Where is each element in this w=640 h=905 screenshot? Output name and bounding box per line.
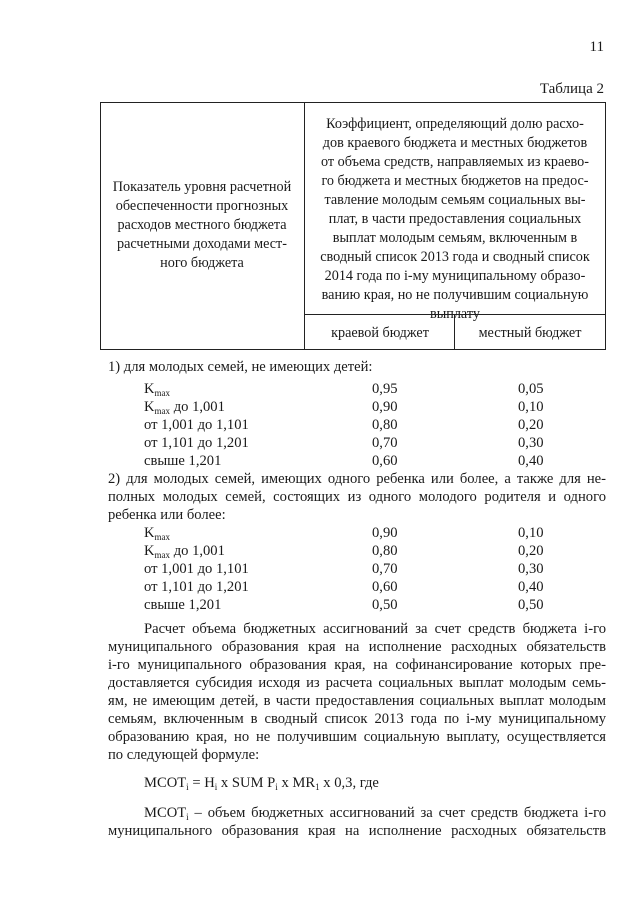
- regional-value: 0,70: [372, 435, 398, 451]
- regional-value: 0,70: [372, 561, 398, 577]
- paragraph-line: доставляется субсидия исходя из расчета социальных выплат молодым семь-: [108, 675, 606, 691]
- section2-heading-line: полных молодых семей, состоящих из одного молодого родителя и одного: [108, 489, 606, 505]
- paragraph-line: семьям, включенным в сводный список 2013 года по i-му муниципальному: [108, 711, 606, 727]
- header-table: [100, 102, 606, 350]
- table-row: [0, 452, 640, 470]
- local-value: 0,10: [518, 399, 544, 415]
- header-right-line: дов краевого бюджета и местных бюджетов: [322, 135, 588, 151]
- header-left-line: Показатель уровня расчетной: [112, 179, 292, 195]
- row-label: $K_{max}$ до 1,001: [144, 543, 225, 560]
- header-right-line: ванию края, но не получившим социальную: [321, 287, 589, 303]
- header-left-line: расчетными доходами мест-: [117, 236, 287, 252]
- table-row: [0, 416, 640, 434]
- header-left-line: обеспеченности прогнозных: [115, 198, 289, 214]
- formula: $МСОТ_i = H_i$ x SUM $P_i$ x $MR_1$ x 0,3, где: [144, 775, 379, 792]
- row-label: $K_{max}$: [144, 381, 171, 398]
- regional-value: 0,90: [372, 399, 398, 415]
- paragraph-line: i-го муниципального образования края, на софинансирование которых пре-: [108, 657, 606, 673]
- row-label: от 1,001 до 1,101: [144, 561, 249, 577]
- header-right-line: выплат молодым семьям, включенным в: [332, 230, 578, 246]
- table-row: [0, 542, 640, 560]
- local-value: 0,50: [518, 597, 544, 613]
- paragraph-line: Расчет объема бюджетных ассигнований за счет средств бюджета i-го: [144, 621, 606, 637]
- row-label: свыше 1,201: [144, 597, 222, 613]
- section1-heading: 1) для молодых семей, не имеющих детей:: [108, 359, 373, 375]
- subheader-local-budget: местный бюджет: [478, 325, 582, 341]
- row-label: от 1,101 до 1,201: [144, 579, 249, 595]
- regional-value: 0,80: [372, 417, 398, 433]
- page-number: 11: [589, 39, 604, 55]
- regional-value: 0,80: [372, 543, 398, 559]
- regional-value: 0,60: [372, 453, 398, 469]
- header-right-line: плат, в части предоставления социальных: [328, 211, 582, 227]
- header-right-line: от объема средств, направляемых из краево-: [321, 154, 589, 170]
- header-left-line: ного бюджета: [160, 255, 244, 271]
- local-value: 0,05: [518, 381, 544, 397]
- regional-value: 0,90: [372, 525, 398, 541]
- local-value: 0,30: [518, 435, 544, 451]
- paragraph-line: образованию края, но не получившим социальную выплату, осуществляется: [108, 729, 606, 745]
- section2-heading-line: ребенка или более:: [108, 507, 226, 523]
- header-left-line: расходов местного бюджета: [117, 217, 287, 233]
- table-row: [0, 398, 640, 416]
- row-label: $K_{max}$ до 1,001: [144, 399, 225, 416]
- paragraph-line: муниципального образования края на исполнение расходных обязательств: [108, 639, 606, 655]
- table-row: [0, 560, 640, 578]
- local-value: 0,40: [518, 453, 544, 469]
- regional-value: 0,60: [372, 579, 398, 595]
- local-value: 0,20: [518, 543, 544, 559]
- regional-value: 0,50: [372, 597, 398, 613]
- header-right-line: тавление молодым семьям социальных вы-: [324, 192, 586, 208]
- table-row: [0, 578, 640, 596]
- row-label: от 1,001 до 1,101: [144, 417, 249, 433]
- table-row: [0, 434, 640, 452]
- table-row: [0, 380, 640, 398]
- header-right-cell: [306, 115, 604, 324]
- local-value: 0,40: [518, 579, 544, 595]
- paragraph-line: по следующей формуле:: [108, 747, 260, 763]
- subheader-regional-budget: краевой бюджет: [331, 325, 429, 341]
- section2-heading-line: 2) для молодых семей, имеющих одного ребенка или более, а также для не-: [108, 471, 606, 487]
- table-row: [0, 524, 640, 542]
- header-right-line: сводный список 2013 года и сводный список: [320, 249, 590, 265]
- paragraph-line: муниципального образования края на исполнение расходных обязательств: [108, 823, 606, 839]
- header-right-line: 2014 года по i-му муниципальному образо-: [324, 268, 586, 284]
- local-value: 0,30: [518, 561, 544, 577]
- header-right-line: Коэффициент, определяющий долю расхо-: [326, 116, 584, 132]
- row-label: свыше 1,201: [144, 453, 222, 469]
- header-left-cell: [102, 178, 302, 273]
- local-value: 0,20: [518, 417, 544, 433]
- table-caption: Таблица 2: [539, 81, 604, 97]
- local-value: 0,10: [518, 525, 544, 541]
- header-right-line: выплату: [430, 306, 480, 322]
- paragraph-line: $МСОТ_i$ – объем бюджетных ассигнований за счет средств бюджета i-го: [144, 805, 606, 822]
- row-label: от 1,101 до 1,201: [144, 435, 249, 451]
- header-right-line: го бюджета и местных бюджетов на предос-: [321, 173, 589, 189]
- paragraph-line: ям, не имеющим детей, в части предоставления социальных выплат молодым: [108, 693, 606, 709]
- table-row: [0, 596, 640, 614]
- regional-value: 0,95: [372, 381, 398, 397]
- row-label: $K_{max}$: [144, 525, 171, 542]
